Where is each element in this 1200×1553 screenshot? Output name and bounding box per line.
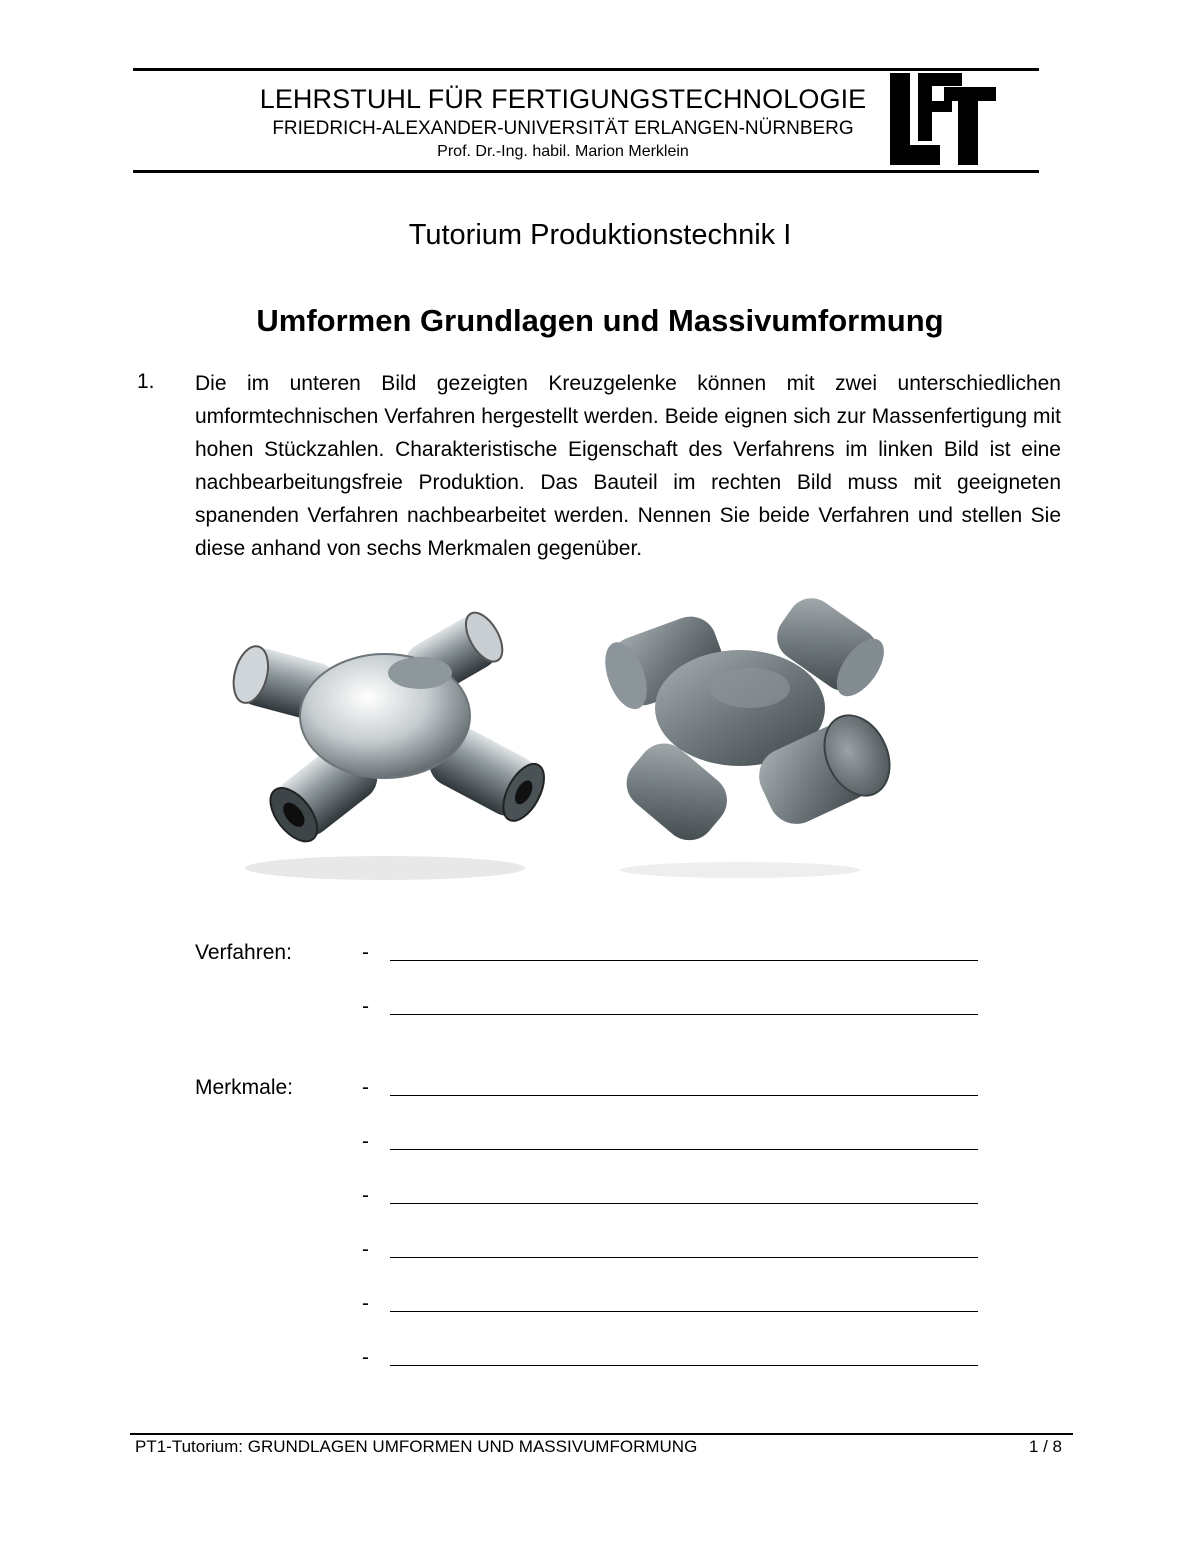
merkmal-answer-line-1[interactable]: [390, 1095, 978, 1096]
merkmal-answer-line-2[interactable]: [390, 1149, 978, 1150]
merkmal-answer-line-4[interactable]: [390, 1257, 978, 1258]
answer-dash: -: [362, 941, 369, 964]
footer-rule: [130, 1433, 1073, 1435]
cross-joint-photos: [220, 598, 920, 888]
question-text: Die im unteren Bild gezeigten Kreuzgelenke können mit zwei unterschiedlichen umformtechnischen Verfahren hergestellt werden. Beide eignen sich zur Massenfertigung mit hohen Stückzahlen. Charakteristische Eigenschaft des Verfahrens im linken Bild ist eine nachbearbeitungsfreie Produktion. Das Bauteil im rechten Bild muss mit geeigneten spanenden Verfahren nachbearbeitet werden. Nennen Sie beide Verfahren und stellen Sie diese anhand von sechs Merkmalen gegenüber.: [195, 372, 1061, 560]
answer-dash: -: [362, 1130, 369, 1153]
answer-dash: -: [362, 1238, 369, 1261]
polished-cross-joint-icon: [228, 607, 552, 880]
merkmal-answer-line-5[interactable]: [390, 1311, 978, 1312]
verfahren-answer-line-1[interactable]: [390, 960, 978, 961]
footer-course-title: PT1-Tutorium: GRUNDLAGEN UMFORMEN UND MASSIVUMFORMUNG: [135, 1437, 698, 1456]
answer-dash: -: [362, 1292, 369, 1315]
course-subtitle: Tutorium Produktionstechnik I: [408, 219, 792, 251]
chair-name: LEHRSTUHL FÜR FERTIGUNGSTECHNOLOGIE: [259, 84, 867, 114]
lft-logo: [886, 71, 998, 167]
university-name: FRIEDRICH-ALEXANDER-UNIVERSITÄT ERLANGEN-NÜRNBERG: [272, 118, 854, 139]
answer-dash: -: [362, 1346, 369, 1369]
verfahren-answer-line-2[interactable]: [390, 1014, 978, 1015]
answer-dash: -: [362, 995, 369, 1018]
merkmal-answer-line-6[interactable]: [390, 1365, 978, 1366]
question-number: 1.: [137, 370, 155, 393]
page-number: 1 / 8: [1028, 1437, 1062, 1456]
professor-name: Prof. Dr.-Ing. habil. Marion Merklein: [437, 143, 689, 160]
forged-cross-joint-icon: [597, 598, 902, 878]
verfahren-label: Verfahren:: [195, 941, 292, 964]
answer-dash: -: [362, 1076, 369, 1099]
answer-dash: -: [362, 1184, 369, 1207]
merkmal-answer-line-3[interactable]: [390, 1203, 978, 1204]
merkmale-label: Merkmale:: [195, 1076, 294, 1099]
header-bottom-rule: [133, 170, 1039, 173]
page-title: Umformen Grundlagen und Massivumformung: [256, 303, 944, 338]
